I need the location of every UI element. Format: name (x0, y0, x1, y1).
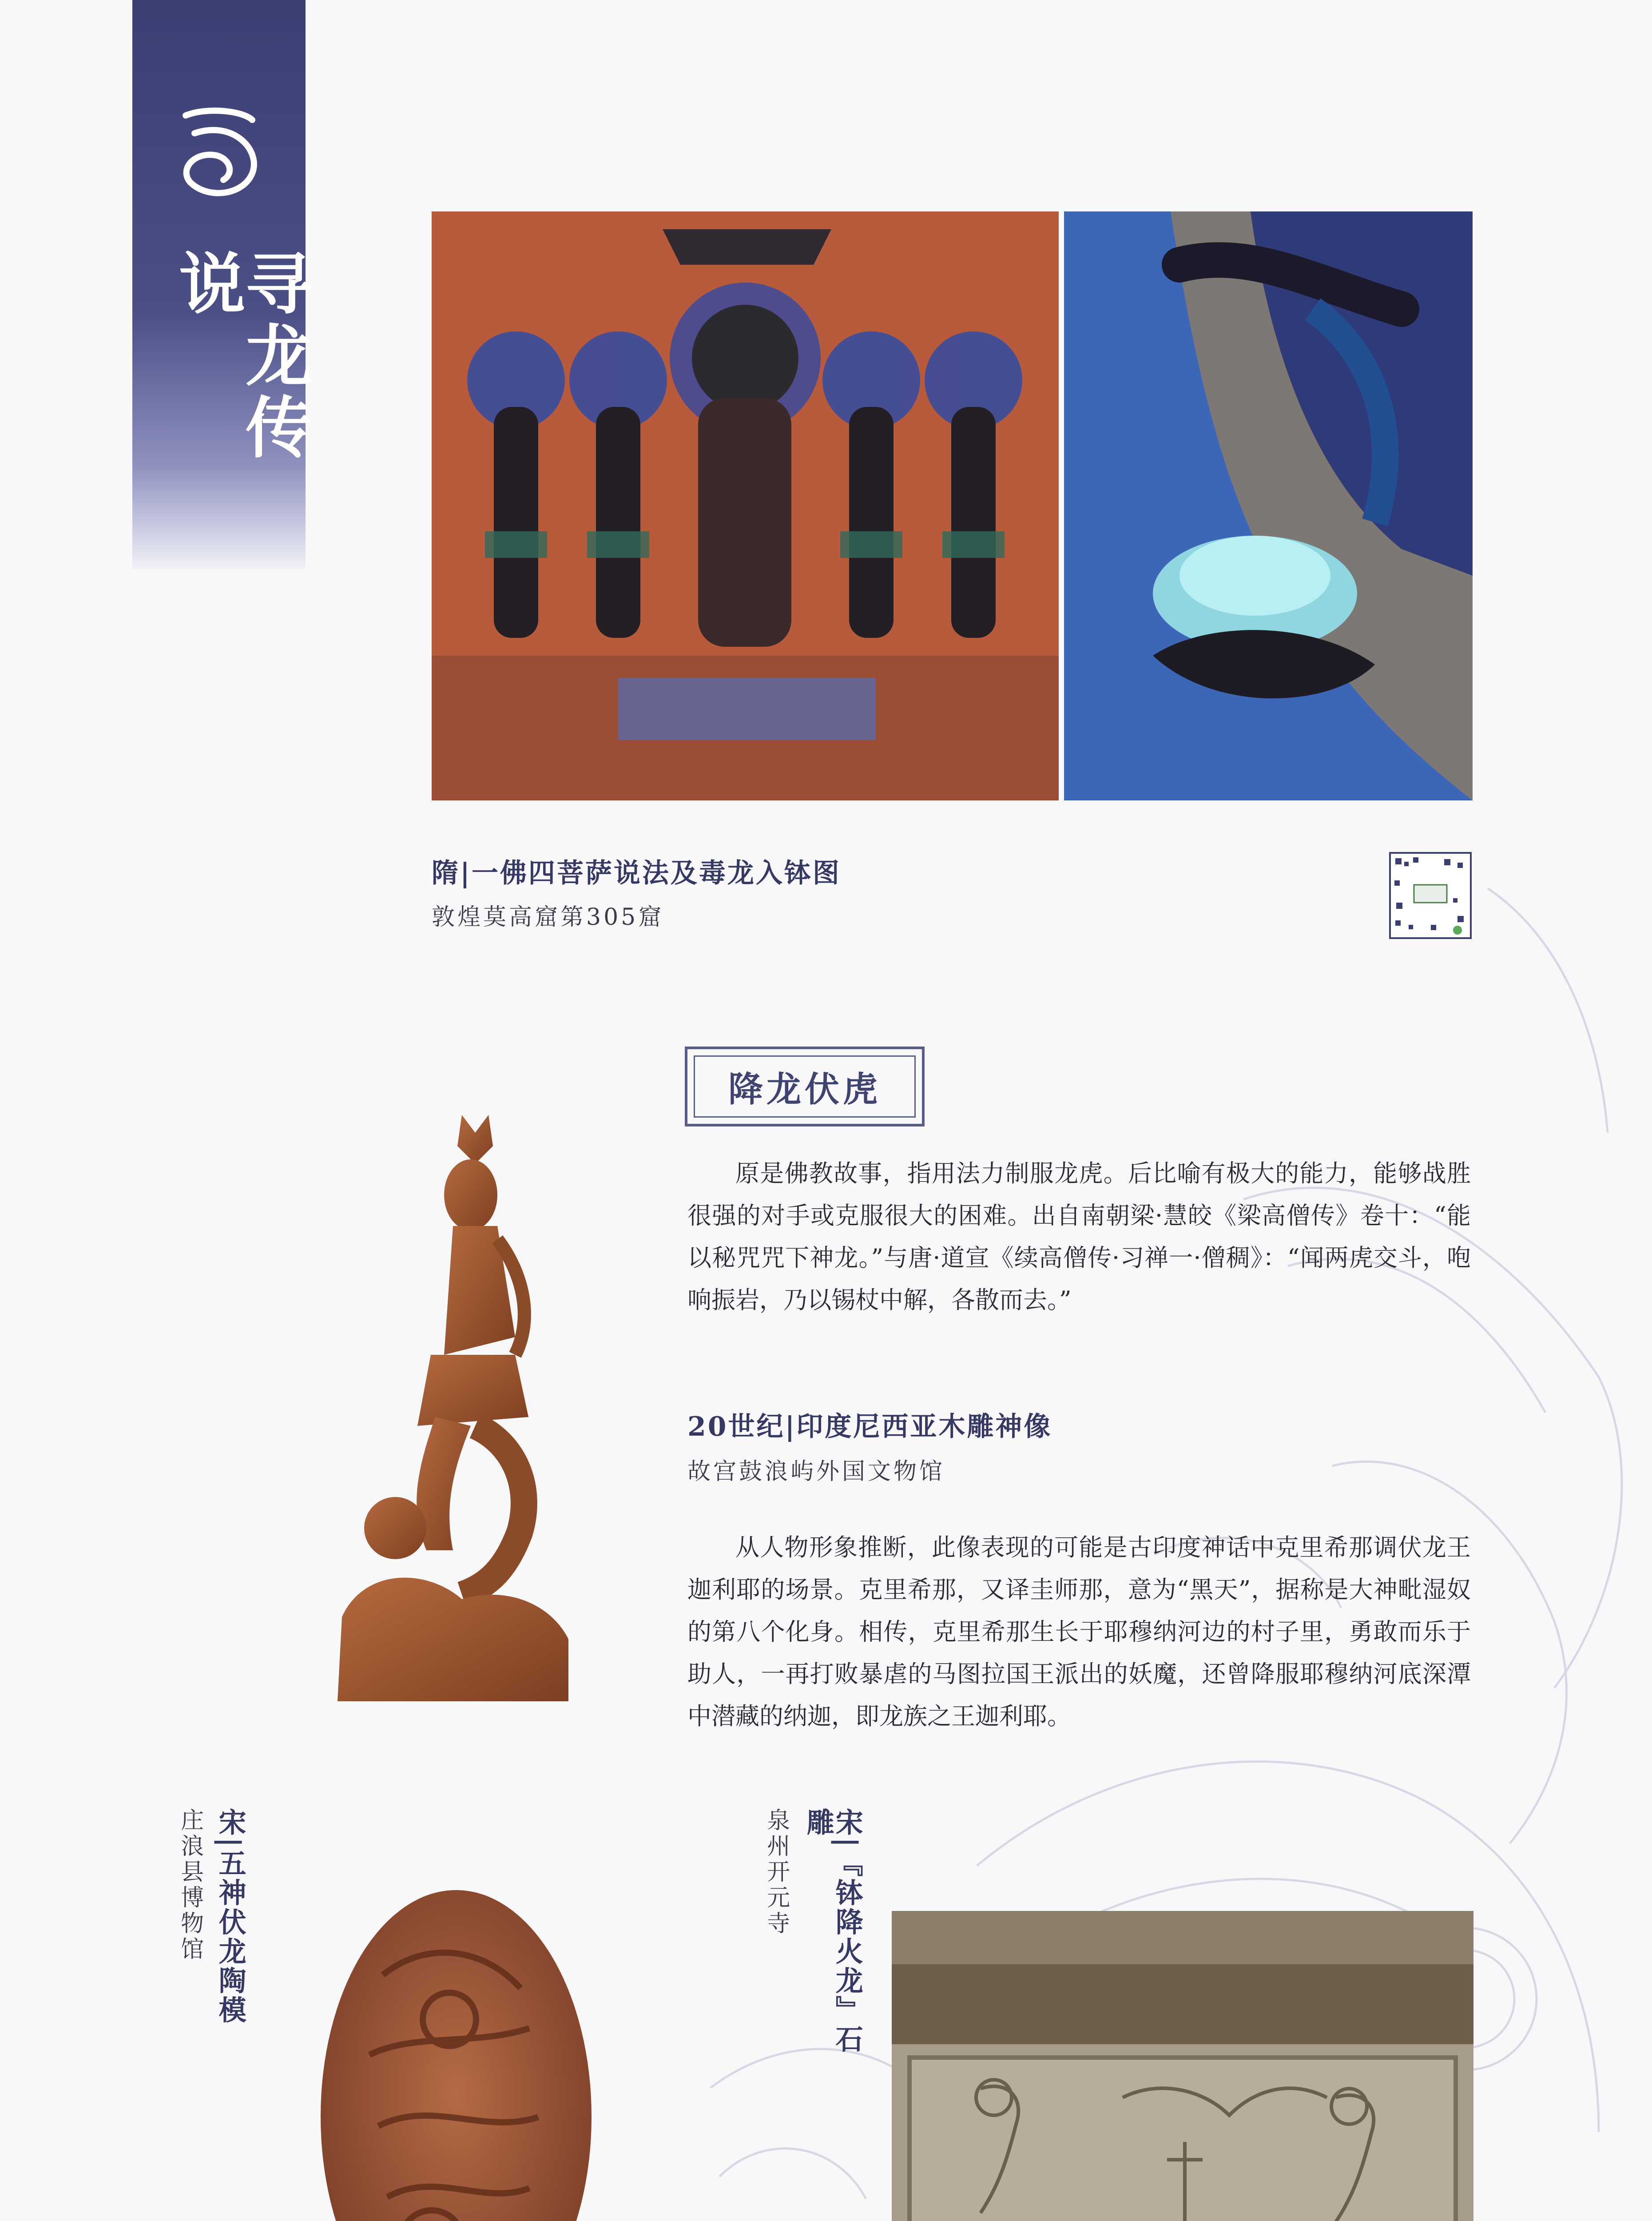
figure1-title: 隋|一佛四菩萨说法及毒龙入钵图 (432, 858, 841, 889)
qr-code[interactable] (1389, 852, 1472, 939)
figure1-subtitle: 敦煌莫高窟第305窟 (432, 904, 664, 931)
section-title: 降龙伏虎 (728, 1069, 881, 1110)
section-paragraph: 原是佛教故事，指用法力制服龙虎。后比喻有极大的能力，能够战胜很强的对手或克服很大的困难。出自南朝梁·慧皎《梁高僧传》卷十：“能以秘咒咒下神龙。”与唐·道宣《续高僧传·习禅一·僧稠》：“闻两虎交斗，咆响振岩，乃以锡杖中解，各散而去。” (687, 1159, 1471, 1314)
stone-carving-photo (892, 1911, 1473, 2221)
mural-photo-left (432, 211, 1059, 800)
figure4-title: 宋|『钵降火龙』石雕 (802, 1808, 864, 2054)
figure2-title: 20世纪|印度尼西亚木雕神像 (687, 1411, 1052, 1442)
dragon-swirl-logo-icon (168, 102, 270, 204)
clay-mold-photo (316, 1886, 596, 2221)
figure2-subtitle: 故宫鼓浪屿外国文物馆 (687, 1458, 945, 1485)
mural-photo-right (1064, 211, 1473, 800)
figure3-title: 宋|五神伏龙陶模 (214, 1808, 247, 2025)
section-title-box (685, 1047, 925, 1126)
figure2-paragraph: 从人物形象推断，此像表现的可能是古印度神话中克里希那调伏龙王迦利耶的场景。克里希那，又译圭师那，意为“黑天”，据称是大神毗湿奴的第八个化身。相传，克里希那生长于耶穆纳河边的村子里，勇敢而乐于助人，一再打败暴虐的马图拉国王派出的妖魔，还曾降服耶穆纳河底深潭中潜藏的纳迦，即龙族之王迦利耶。 (687, 1533, 1471, 1730)
figure3-subtitle: 庄浪县博物馆 (176, 1808, 203, 1962)
wood-statue-photo (329, 1106, 577, 1715)
banner-title: 寻龙传说 (167, 249, 312, 465)
figure4-subtitle: 泉州开元寺 (762, 1808, 790, 1937)
